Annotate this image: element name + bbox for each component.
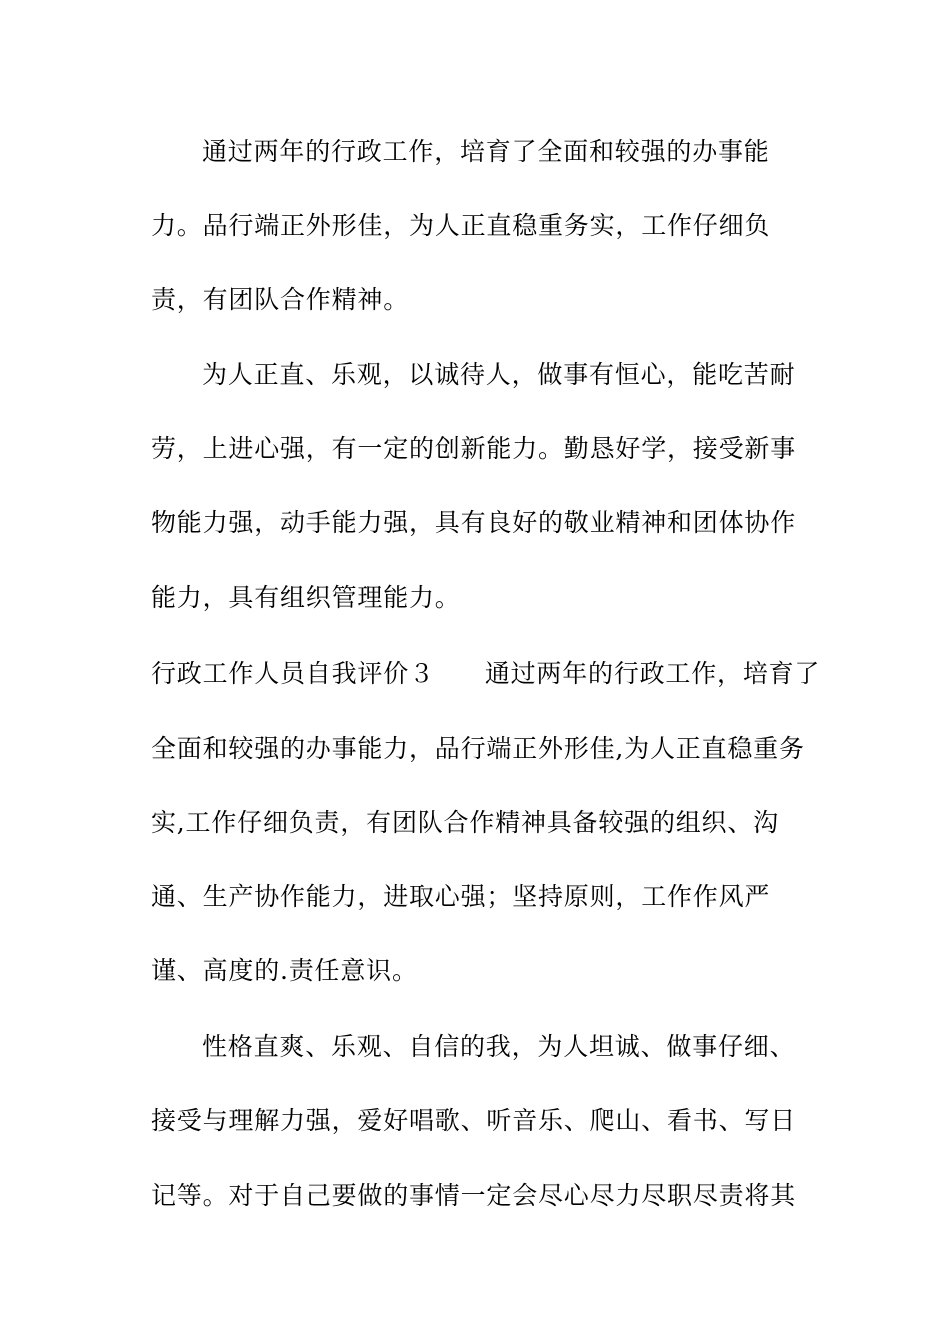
paragraph-2-line-3: 物能力强，动手能力强，具有良好的敬业精神和团体协作 xyxy=(151,508,797,537)
paragraph-3-line-1-text: 通过两年的行政工作，培育了 xyxy=(484,659,821,688)
paragraph-3-line-2: 全面和较强的办事能力，品行端正外形佳,为人正直稳重务 xyxy=(151,734,805,763)
section-heading: 行政工作人员自我评价３ xyxy=(151,659,435,688)
paragraph-4-line-1: 性格直爽、乐观、自信的我，为人坦诚、做事仔细、 xyxy=(202,1032,796,1061)
paragraph-2-line-4: 能力，具有组织管理能力。 xyxy=(151,583,461,612)
paragraph-3-line-1 xyxy=(151,658,820,690)
paragraph-1-line-3: 责，有团队合作精神。 xyxy=(151,285,410,314)
paragraph-4-line-2: 接受与理解力强，爱好唱歌、听音乐、爬山、看书、写日 xyxy=(151,1106,797,1135)
paragraph-1-line-2: 力。品行端正外形佳，为人正直稳重务实，工作仔细负 xyxy=(151,211,771,240)
paragraph-4-line-3: 记等。对于自己要做的事情一定会尽心尽力尽职尽责将其 xyxy=(151,1181,797,1210)
paragraph-3-line-5: 谨、高度的.责任意识。 xyxy=(151,956,418,985)
paragraph-3-line-3: 实,工作仔细负责，有团队合作精神具备较强的组织、沟 xyxy=(151,808,779,837)
paragraph-2-line-2: 劳，上进心强，有一定的创新能力。勤恳好学，接受新事 xyxy=(151,434,797,463)
paragraph-3-line-4: 通、生产协作能力，进取心强；坚持原则，工作作风严 xyxy=(151,882,771,911)
paragraph-1-line-1: 通过两年的行政工作，培育了全面和较强的办事能 xyxy=(202,137,770,166)
paragraph-2-line-1: 为人正直、乐观，以诚待人，做事有恒心，能吃苦耐 xyxy=(202,360,796,389)
